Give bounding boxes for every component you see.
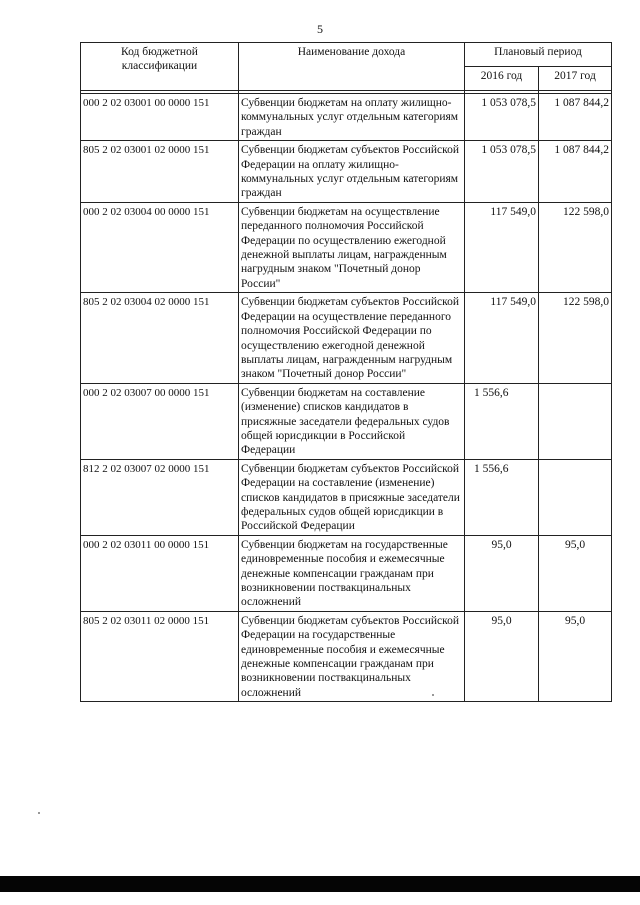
row-code: 000 2 02 03011 00 0000 151: [81, 535, 239, 611]
table-row: [81, 383, 612, 459]
table-row: [81, 459, 612, 535]
row-value-2017: 1 087 844,2: [539, 141, 612, 203]
row-value-2017: [539, 383, 612, 459]
row-code: 000 2 02 03001 00 0000 151: [81, 94, 239, 141]
row-code: 000 2 02 03004 00 0000 151: [81, 202, 239, 292]
row-name: Субвенции бюджетам субъектов Российской Федерации на осуществление переданного полномочия Российской Федерации по осуществлению ежегодной денежной выплаты лицам, награжденным нагрудным знаком "Почетный донор России": [239, 293, 465, 383]
header-code: Код бюджетной классификации: [81, 43, 239, 91]
row-code: 805 2 02 03004 02 0000 151: [81, 293, 239, 383]
row-name: Субвенции бюджетам субъектов Российской Федерации на оплату жилищно-коммунальных услуг отдельным категориям граждан: [239, 141, 465, 203]
page-number: 5: [317, 22, 323, 36]
row-value-2016: 1 556,6: [465, 459, 539, 535]
table-row: [81, 611, 612, 701]
row-name: Субвенции бюджетам субъектов Российской Федерации на составление (изменение) списков кандидатов в присяжные заседатели федеральных судов общей юрисдикции в Российской Федерации: [239, 459, 465, 535]
row-name: Субвенции бюджетам на оплату жилищно-коммунальных услуг отдельным категориям граждан: [239, 94, 465, 141]
table-row: [81, 141, 612, 203]
header-year-2017: 2017 год: [539, 67, 612, 91]
row-code: 805 2 02 03011 02 0000 151: [81, 611, 239, 701]
scan-speck: [432, 694, 434, 696]
row-value-2016: 117 549,0: [465, 202, 539, 292]
budget-revenue-table: [80, 42, 612, 702]
row-value-2017: 95,0: [539, 611, 612, 701]
row-value-2016: 1 053 078,5: [465, 94, 539, 141]
row-value-2016: 117 549,0: [465, 293, 539, 383]
scan-speck: [38, 812, 40, 814]
row-value-2017: [539, 459, 612, 535]
row-value-2017: 95,0: [539, 535, 612, 611]
row-value-2016: 95,0: [465, 611, 539, 701]
row-name: Субвенции бюджетам субъектов Российской Федерации на государственные единовременные пособия и ежемесячные денежные компенсации гражданам при возникновении поствакцинальных осложнений: [239, 611, 465, 701]
row-value-2016: 1 053 078,5: [465, 141, 539, 203]
header-year-2016: 2016 год: [465, 67, 539, 91]
header-planned-period: Плановый период: [465, 43, 612, 67]
row-name: Субвенции бюджетам на государственные единовременные пособия и ежемесячные денежные компенсации гражданам при возникновении поствакцинальных осложнений: [239, 535, 465, 611]
row-value-2016: 95,0: [465, 535, 539, 611]
row-code: 000 2 02 03007 00 0000 151: [81, 383, 239, 459]
row-name: Субвенции бюджетам на составление (изменение) списков кандидатов в присяжные заседатели федеральных судов общей юрисдикции в Российской Федерации: [239, 383, 465, 459]
row-code: 812 2 02 03007 02 0000 151: [81, 459, 239, 535]
table-row: [81, 535, 612, 611]
header-name: Наименование дохода: [239, 43, 465, 91]
row-value-2017: 122 598,0: [539, 293, 612, 383]
table-row: [81, 202, 612, 292]
row-code: 805 2 02 03001 02 0000 151: [81, 141, 239, 203]
row-value-2016: 1 556,6: [465, 383, 539, 459]
table-row: [81, 94, 612, 141]
scan-bottom-bar: [0, 876, 640, 892]
row-value-2017: 1 087 844,2: [539, 94, 612, 141]
row-value-2017: 122 598,0: [539, 202, 612, 292]
row-name: Субвенции бюджетам на осуществление переданного полномочия Российской Федерации по осуществлению ежегодной денежной выплаты лицам, награжденным нагрудным знаком "Почетный донор России": [239, 202, 465, 292]
table-row: [81, 293, 612, 383]
